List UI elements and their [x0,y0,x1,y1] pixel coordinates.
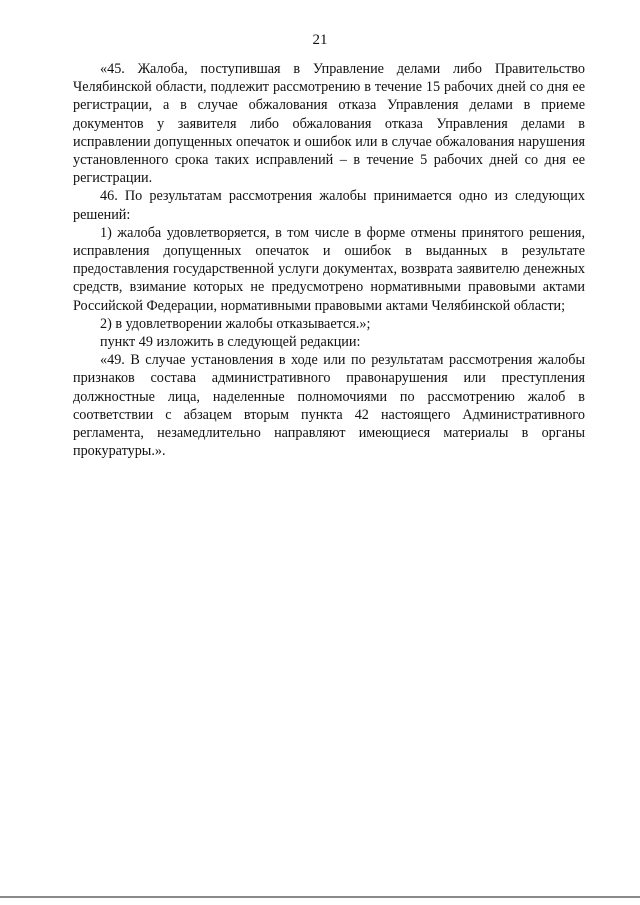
amendment-instruction: пункт 49 изложить в следующей редакции: [100,334,361,351]
document-body [73,60,585,460]
paragraph-46-item-1: 1) жалоба удовлетворяется, в том числе в форме отмены принятого решения, исправления допущенных опечаток и ошибок в выданных в результате предоставления государственной услуги документах, возврата заявителю денежных средств, взимание которых не предусмотрено нормативными правовыми актами Российской Федерации, нормативными правовыми актами Челябинской области; [73,224,585,314]
page-number: 21 [312,32,328,48]
paragraph-46-item-2: 2) в удовлетворении жалобы отказывается.»; [100,315,371,332]
paragraph-45: «45. Жалоба, поступившая в Управление делами либо Правительство Челябинской области, подлежит рассмотрению в течение 15 рабочих дней со дня ее регистрации, а в случае обжалования отказа Управления делами в приеме документов у заявителя либо обжалования отказа Управления делами в исправлении допущенных опечаток и ошибок или в случае обжалования нарушения установленного срока таких исправлений – в течение 5 рабочих дней со дня ее регистрации. [73,61,585,187]
paragraph-46: 46. По результатам рассмотрения жалобы принимается одно из следующих решений: [73,188,585,223]
paragraph-49: «49. В случае установления в ходе или по результатам рассмотрения жалобы признаков состава административного правонарушения или преступления должностные лица, наделенные полномочиями по рассмотрению жалоб в соответствии с абзацем вторым пункта 42 настоящего Административного регламента, незамедлительно направляют имеющиеся материалы в органы прокуратуры.». [73,352,585,460]
scan-edge-line [0,896,640,898]
